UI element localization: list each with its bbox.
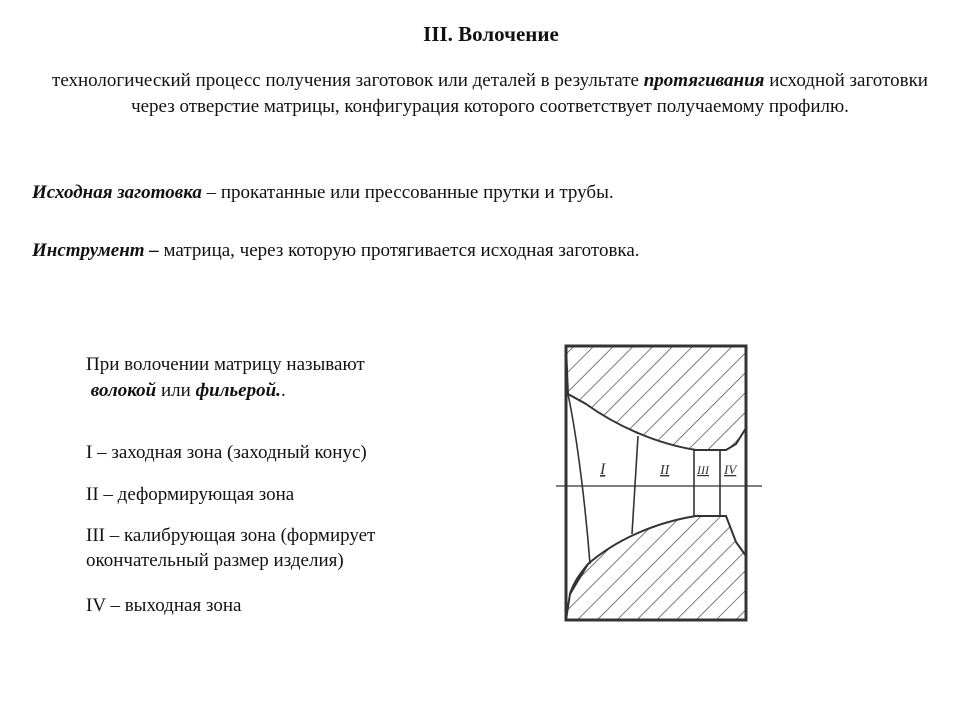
zone-item-2: II – деформирующая зона (86, 484, 295, 505)
definition-tool (32, 240, 640, 262)
die-names-note (86, 352, 486, 404)
note-line: При волочении матрицу называют (86, 354, 365, 375)
note-tail: . (280, 380, 286, 401)
intro-text-end: исходной заготовки через отверстие матрицы, конфигурация которого соответствует получаемому профилю. (131, 70, 928, 117)
name-filera: фильерой. (195, 380, 281, 401)
definition-term: Исходная заготовка (32, 182, 202, 203)
zone-label-i: I (600, 461, 606, 478)
zone-label-ii: II (660, 463, 670, 478)
definition-term: Инструмент – (32, 240, 159, 261)
die-upper-section (566, 346, 746, 450)
drawing-die-diagram (548, 332, 772, 632)
zone-item-1: I – заходная зона (заходный конус) (86, 442, 367, 463)
zone-label-iv: IV (724, 462, 737, 477)
zone-label-iii: III (697, 463, 709, 477)
boundary-1-2 (632, 436, 638, 534)
page-title: III. Волочение (423, 22, 559, 46)
entry-profile (568, 394, 590, 564)
definition-text: матрица, через которую протягивается исходная заготовка. (158, 240, 640, 261)
intro-emphasis: протягивания (643, 70, 765, 91)
name-voloka: волокой (90, 380, 157, 401)
definition-text: – прокатанные или прессованные прутки и трубы. (201, 182, 614, 203)
intro-text-start: технологический процесс получения заготовок или деталей в результате (52, 70, 644, 91)
definition-billet (32, 182, 614, 204)
note-names (86, 378, 486, 404)
zone-item-4: IV – выходная зона (86, 595, 242, 616)
zone-item-3: III – калибрующая зона (формирует окончательный размер изделия) (86, 525, 376, 571)
die-lower-section (566, 516, 746, 620)
intro-paragraph (28, 68, 952, 119)
note-between: или (156, 380, 196, 401)
